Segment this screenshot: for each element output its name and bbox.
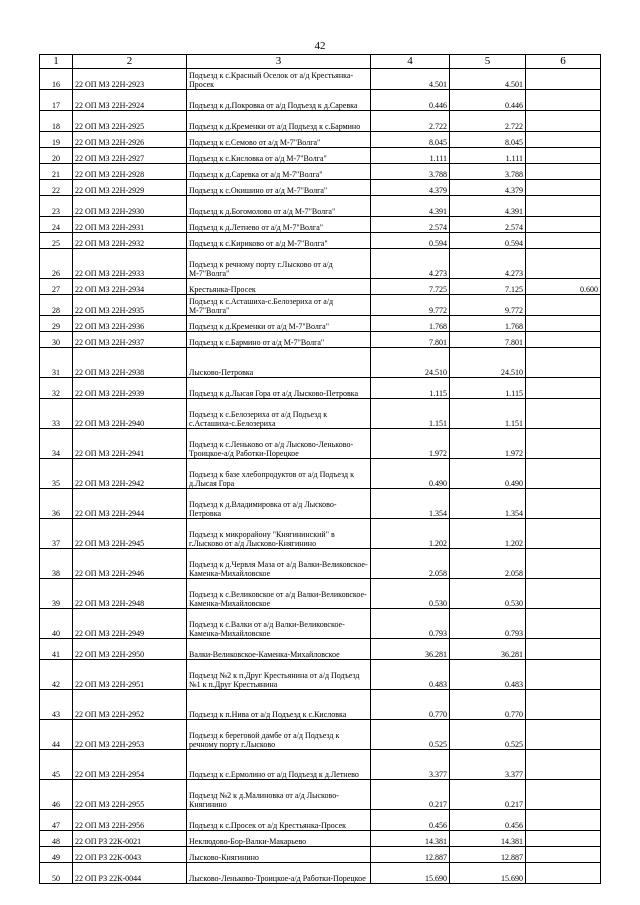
cell-road-name: Подъезд к с.Леньково от а/д Лысково-Леньково-Троицкое-а/д Работки-Порецкое (187, 429, 371, 459)
cell-number: 28 (40, 295, 73, 316)
table-row (40, 332, 601, 348)
cell-road-code: 22 ОП МЗ 22Н-2927 (73, 148, 187, 164)
cell-col-4: 14.381 (371, 831, 450, 847)
cell-col-5: 1.151 (450, 399, 526, 429)
cell-col-4: 1.115 (371, 378, 450, 399)
cell-col-5: 0.770 (450, 690, 526, 720)
cell-col-6 (526, 316, 601, 332)
table-row (40, 639, 601, 660)
cell-road-name: Подъезд к д.Саревка от а/д М-7"Волга" (187, 164, 371, 180)
cell-road-name: Подъезд к д.Кременки от а/д Подъезд к с.Бармино (187, 111, 371, 132)
cell-col-4: 36.281 (371, 639, 450, 660)
page-number: 42 (314, 40, 326, 52)
cell-col-4: 2.722 (371, 111, 450, 132)
cell-road-name: Подъезд к с.Валки от а/д Валки-Великовское-Каменка-Михайловское (187, 609, 371, 639)
cell-number: 44 (40, 720, 73, 750)
cell-col-5: 4.273 (450, 249, 526, 279)
cell-number: 29 (40, 316, 73, 332)
cell-col-4: 12.887 (371, 847, 450, 863)
cell-road-name: Подъезд к с.Кисловка от а/д М-7"Волга" (187, 148, 371, 164)
table-row (40, 429, 601, 459)
cell-col-4: 1.768 (371, 316, 450, 332)
cell-col-4: 1.972 (371, 429, 450, 459)
cell-col-5: 1.768 (450, 316, 526, 332)
cell-col-5: 2.058 (450, 549, 526, 579)
cell-col-4: 7.801 (371, 332, 450, 348)
cell-col-5: 0.530 (450, 579, 526, 609)
cell-number: 21 (40, 164, 73, 180)
cell-col-4: 8.045 (371, 132, 450, 148)
cell-road-name: Подъезд к с.Окишино от а/д М-7"Волга" (187, 180, 371, 196)
table-row (40, 459, 601, 489)
cell-road-code: 22 ОП МЗ 22Н-2923 (73, 69, 187, 90)
header-col-6: 6 (526, 55, 601, 69)
table-row (40, 831, 601, 847)
cell-col-6 (526, 690, 601, 720)
cell-col-5: 3.377 (450, 750, 526, 780)
cell-col-4: 0.446 (371, 90, 450, 111)
cell-road-name: Подъезд к д.Летнево от а/д М-7"Волга" (187, 217, 371, 233)
cell-number: 35 (40, 459, 73, 489)
cell-road-name: Подъезд к с.Семово от а/д М-7"Волга" (187, 132, 371, 148)
cell-road-code: 22 ОП МЗ 22Н-2951 (73, 660, 187, 690)
cell-col-6 (526, 332, 601, 348)
table-row (40, 217, 601, 233)
cell-number: 31 (40, 348, 73, 378)
cell-road-code: 22 ОП МЗ 22Н-2925 (73, 111, 187, 132)
cell-number: 46 (40, 780, 73, 810)
cell-col-5: 1.202 (450, 519, 526, 549)
header-col-3: 3 (187, 55, 371, 69)
cell-col-5: 0.446 (450, 90, 526, 111)
cell-road-code: 22 ОП МЗ 22Н-2941 (73, 429, 187, 459)
table-body (40, 69, 601, 884)
table-row (40, 295, 601, 316)
cell-col-4: 3.377 (371, 750, 450, 780)
cell-col-4: 0.793 (371, 609, 450, 639)
cell-road-name: Подъезд к с.Бармино от а/д М-7"Волга" (187, 332, 371, 348)
cell-road-code: 22 ОП МЗ 22Н-2932 (73, 233, 187, 249)
cell-number: 17 (40, 90, 73, 111)
cell-col-4: 9.772 (371, 295, 450, 316)
cell-col-4: 1.202 (371, 519, 450, 549)
cell-road-code: 22 ОП МЗ 22Н-2933 (73, 249, 187, 279)
cell-road-name: Неклюдово-Бор-Валки-Макарьево (187, 831, 371, 847)
cell-col-6 (526, 429, 601, 459)
table-row (40, 690, 601, 720)
header-col-4: 4 (371, 55, 450, 69)
cell-number: 43 (40, 690, 73, 720)
cell-road-code: 22 ОП МЗ 22Н-2935 (73, 295, 187, 316)
cell-road-code: 22 ОП МЗ 22Н-2938 (73, 348, 187, 378)
cell-col-4: 1.151 (371, 399, 450, 429)
cell-road-code: 22 ОП МЗ 22Н-2944 (73, 489, 187, 519)
cell-col-4: 0.483 (371, 660, 450, 690)
cell-col-5: 24.510 (450, 348, 526, 378)
cell-road-name: Лысково-Княгинино (187, 847, 371, 863)
cell-col-5: 0.594 (450, 233, 526, 249)
cell-col-5: 2.722 (450, 111, 526, 132)
cell-number: 25 (40, 233, 73, 249)
cell-col-4: 4.379 (371, 180, 450, 196)
cell-number: 42 (40, 660, 73, 690)
cell-road-code: 22 ОП МЗ 22Н-2945 (73, 519, 187, 549)
cell-road-name: Подъезд к с.Великовское от а/д Валки-Великовское-Каменка-Михайловское (187, 579, 371, 609)
cell-number: 24 (40, 217, 73, 233)
cell-col-5: 0.525 (450, 720, 526, 750)
table-row (40, 549, 601, 579)
cell-road-name: Подъезд к микрорайону "Княгининский" в г.Лысково от а/д Лысково-Княгинино (187, 519, 371, 549)
cell-col-4: 2.058 (371, 549, 450, 579)
table-row (40, 111, 601, 132)
cell-road-code: 22 ОП МЗ 22Н-2949 (73, 609, 187, 639)
cell-col-6 (526, 549, 601, 579)
cell-number: 20 (40, 148, 73, 164)
cell-number: 36 (40, 489, 73, 519)
table-row (40, 847, 601, 863)
table-row (40, 863, 601, 884)
cell-col-4: 0.770 (371, 690, 450, 720)
cell-col-6 (526, 847, 601, 863)
cell-col-4: 0.456 (371, 810, 450, 831)
cell-col-6 (526, 90, 601, 111)
cell-road-code: 22 ОП МЗ 22Н-2930 (73, 196, 187, 217)
cell-col-6 (526, 249, 601, 279)
cell-number: 37 (40, 519, 73, 549)
cell-col-4: 4.273 (371, 249, 450, 279)
cell-col-6 (526, 720, 601, 750)
cell-col-5: 12.887 (450, 847, 526, 863)
roads-table (39, 54, 601, 884)
cell-road-name: Лысково-Петровка (187, 348, 371, 378)
table-row (40, 810, 601, 831)
cell-col-6 (526, 750, 601, 780)
cell-col-5: 0.483 (450, 660, 526, 690)
cell-col-6 (526, 348, 601, 378)
cell-col-6 (526, 459, 601, 489)
cell-col-4: 2.574 (371, 217, 450, 233)
cell-road-code: 22 ОП МЗ 22Н-2948 (73, 579, 187, 609)
cell-number: 19 (40, 132, 73, 148)
table-row (40, 196, 601, 217)
cell-road-name: Подъезд к базе хлебопродуктов от а/д Подъезд к д.Лысая Гора (187, 459, 371, 489)
cell-number: 33 (40, 399, 73, 429)
cell-number: 23 (40, 196, 73, 217)
cell-number: 16 (40, 69, 73, 90)
cell-col-4: 0.525 (371, 720, 450, 750)
cell-road-code: 22 ОП МЗ 22Н-2956 (73, 810, 187, 831)
cell-col-4: 24.510 (371, 348, 450, 378)
table-row (40, 249, 601, 279)
cell-road-name: Подъезд к с.Просек от а/д Крестьянка-Просек (187, 810, 371, 831)
table-row (40, 233, 601, 249)
cell-col-6 (526, 660, 601, 690)
cell-col-5: 1.111 (450, 148, 526, 164)
table-row (40, 348, 601, 378)
cell-col-5: 36.281 (450, 639, 526, 660)
cell-col-5: 0.490 (450, 459, 526, 489)
cell-col-6 (526, 609, 601, 639)
table-row (40, 180, 601, 196)
table-row (40, 780, 601, 810)
cell-col-6 (526, 378, 601, 399)
cell-col-5: 0.217 (450, 780, 526, 810)
cell-col-5: 4.391 (450, 196, 526, 217)
cell-number: 38 (40, 549, 73, 579)
cell-col-6 (526, 196, 601, 217)
cell-col-4: 4.391 (371, 196, 450, 217)
header-col-5: 5 (450, 55, 526, 69)
cell-road-name: Подъезд №2 к п.Друг Крестьянина от а/д Подъезд №1 к п.Друг Крестьянина (187, 660, 371, 690)
cell-road-name: Подъезд к д.Богомолово от а/д М-7"Волга" (187, 196, 371, 217)
cell-number: 22 (40, 180, 73, 196)
cell-road-code: 22 ОП МЗ 22Н-2952 (73, 690, 187, 720)
header-col-2: 2 (73, 55, 187, 69)
cell-col-5: 1.354 (450, 489, 526, 519)
cell-col-5: 14.381 (450, 831, 526, 847)
cell-col-4: 0.217 (371, 780, 450, 810)
table-row (40, 316, 601, 332)
cell-road-code: 22 ОП МЗ 22Н-2955 (73, 780, 187, 810)
cell-col-5: 3.788 (450, 164, 526, 180)
table-row (40, 609, 601, 639)
cell-number: 32 (40, 378, 73, 399)
cell-col-4: 7.725 (371, 279, 450, 295)
cell-road-code: 22 ОП МЗ 22Н-2937 (73, 332, 187, 348)
cell-road-name: Подъезд к д.Покровка от а/д Подъезд к д.Саревка (187, 90, 371, 111)
cell-road-code: 22 ОП МЗ 22Н-2926 (73, 132, 187, 148)
table-row (40, 148, 601, 164)
cell-col-5: 7.801 (450, 332, 526, 348)
cell-col-5: 15.690 (450, 863, 526, 884)
cell-road-code: 22 ОП МЗ 22Н-2953 (73, 720, 187, 750)
cell-road-name: Подъезд к с.Белозериха от а/д Подъезд к с.Асташиха-с.Белозериха (187, 399, 371, 429)
cell-col-6 (526, 295, 601, 316)
cell-road-code: 22 ОП РЗ 22К-0044 (73, 863, 187, 884)
cell-col-5: 0.793 (450, 609, 526, 639)
cell-col-5: 4.379 (450, 180, 526, 196)
cell-road-code: 22 ОП МЗ 22Н-2946 (73, 549, 187, 579)
cell-number: 50 (40, 863, 73, 884)
table-row (40, 132, 601, 148)
cell-col-4: 3.788 (371, 164, 450, 180)
cell-col-6 (526, 399, 601, 429)
cell-col-6 (526, 863, 601, 884)
cell-road-code: 22 ОП МЗ 22Н-2950 (73, 639, 187, 660)
table-row (40, 90, 601, 111)
cell-road-name: Подъезд к д.Лысая Гора от а/д Лысково-Петровка (187, 378, 371, 399)
cell-number: 48 (40, 831, 73, 847)
cell-road-name: Подъезд к с.Красный Оселок от а/д Крестьянка-Просек (187, 69, 371, 90)
cell-col-6 (526, 639, 601, 660)
cell-col-4: 1.111 (371, 148, 450, 164)
cell-number: 45 (40, 750, 73, 780)
table-row (40, 519, 601, 549)
cell-number: 27 (40, 279, 73, 295)
cell-number: 26 (40, 249, 73, 279)
table-row (40, 164, 601, 180)
cell-col-6: 0.600 (526, 279, 601, 295)
cell-road-code: 22 ОП МЗ 22Н-2931 (73, 217, 187, 233)
cell-col-6 (526, 579, 601, 609)
table-row (40, 69, 601, 90)
cell-col-5: 8.045 (450, 132, 526, 148)
cell-col-6 (526, 164, 601, 180)
cell-col-4: 0.530 (371, 579, 450, 609)
cell-col-5: 7.125 (450, 279, 526, 295)
cell-col-5: 1.115 (450, 378, 526, 399)
cell-number: 39 (40, 579, 73, 609)
cell-col-5: 4.501 (450, 69, 526, 90)
header-col-1: 1 (40, 55, 73, 69)
cell-road-name: Подъезд к с.Асташиха-с.Белозериха от а/д М-7"Волга" (187, 295, 371, 316)
cell-road-code: 22 ОП МЗ 22Н-2928 (73, 164, 187, 180)
cell-road-code: 22 ОП РЗ 22К-0043 (73, 847, 187, 863)
cell-road-name: Крестьянка-Просек (187, 279, 371, 295)
cell-col-6 (526, 111, 601, 132)
cell-road-name: Подъезд к с.Кириково от а/д М-7"Волга" (187, 233, 371, 249)
cell-col-4: 0.594 (371, 233, 450, 249)
cell-road-name: Подъезд к д.Владимировка от а/д Лысково-Петровка (187, 489, 371, 519)
cell-number: 47 (40, 810, 73, 831)
table-row (40, 399, 601, 429)
cell-road-code: 22 ОП РЗ 22К-0021 (73, 831, 187, 847)
cell-number: 40 (40, 609, 73, 639)
cell-road-code: 22 ОП МЗ 22Н-2954 (73, 750, 187, 780)
cell-number: 41 (40, 639, 73, 660)
table-row (40, 489, 601, 519)
cell-col-5: 1.972 (450, 429, 526, 459)
cell-col-6 (526, 217, 601, 233)
cell-road-code: 22 ОП МЗ 22Н-2936 (73, 316, 187, 332)
cell-col-5: 0.456 (450, 810, 526, 831)
cell-road-name: Подъезд №2 к д.Малиновка от а/д Лысково-Княгинино (187, 780, 371, 810)
cell-number: 30 (40, 332, 73, 348)
cell-number: 49 (40, 847, 73, 863)
cell-col-5: 9.772 (450, 295, 526, 316)
cell-number: 18 (40, 111, 73, 132)
cell-col-6 (526, 810, 601, 831)
cell-road-code: 22 ОП МЗ 22Н-2940 (73, 399, 187, 429)
cell-road-name: Лысково-Леньково-Троицкое-а/д Работки-Порецкое (187, 863, 371, 884)
table-row (40, 378, 601, 399)
cell-road-name: Подъезд к д.Червля Маза от а/д Валки-Великовское-Каменка-Михайловское (187, 549, 371, 579)
table-row (40, 720, 601, 750)
cell-col-4: 4.501 (371, 69, 450, 90)
cell-road-name: Подъезд к д.Кременки от а/д М-7"Волга" (187, 316, 371, 332)
table-row (40, 279, 601, 295)
cell-road-name: Валки-Великовское-Каменка-Михайловское (187, 639, 371, 660)
cell-col-4: 15.690 (371, 863, 450, 884)
cell-col-6 (526, 180, 601, 196)
table-row (40, 579, 601, 609)
cell-road-name: Подъезд к береговой дамбе от а/д Подъезд к речному порту г.Лысково (187, 720, 371, 750)
cell-col-6 (526, 489, 601, 519)
cell-road-name: Подъезд к речному порту г.Лысково от а/д М-7"Волга" (187, 249, 371, 279)
cell-col-6 (526, 69, 601, 90)
cell-road-code: 22 ОП МЗ 22Н-2934 (73, 279, 187, 295)
cell-col-6 (526, 831, 601, 847)
cell-col-4: 0.490 (371, 459, 450, 489)
cell-col-6 (526, 780, 601, 810)
cell-road-code: 22 ОП МЗ 22Н-2942 (73, 459, 187, 489)
cell-road-name: Подъезд к п.Нива от а/д Подъезд к с.Кисловка (187, 690, 371, 720)
cell-number: 34 (40, 429, 73, 459)
cell-road-code: 22 ОП МЗ 22Н-2929 (73, 180, 187, 196)
header-row (40, 55, 601, 69)
cell-road-code: 22 ОП МЗ 22Н-2939 (73, 378, 187, 399)
table-row (40, 660, 601, 690)
cell-col-6 (526, 519, 601, 549)
cell-col-6 (526, 148, 601, 164)
cell-road-code: 22 ОП МЗ 22Н-2924 (73, 90, 187, 111)
cell-col-6 (526, 233, 601, 249)
cell-col-6 (526, 132, 601, 148)
cell-col-5: 2.574 (450, 217, 526, 233)
cell-col-4: 1.354 (371, 489, 450, 519)
table-row (40, 750, 601, 780)
cell-road-name: Подъезд к с.Ермолино от а/д Подъезд к д.Летнево (187, 750, 371, 780)
